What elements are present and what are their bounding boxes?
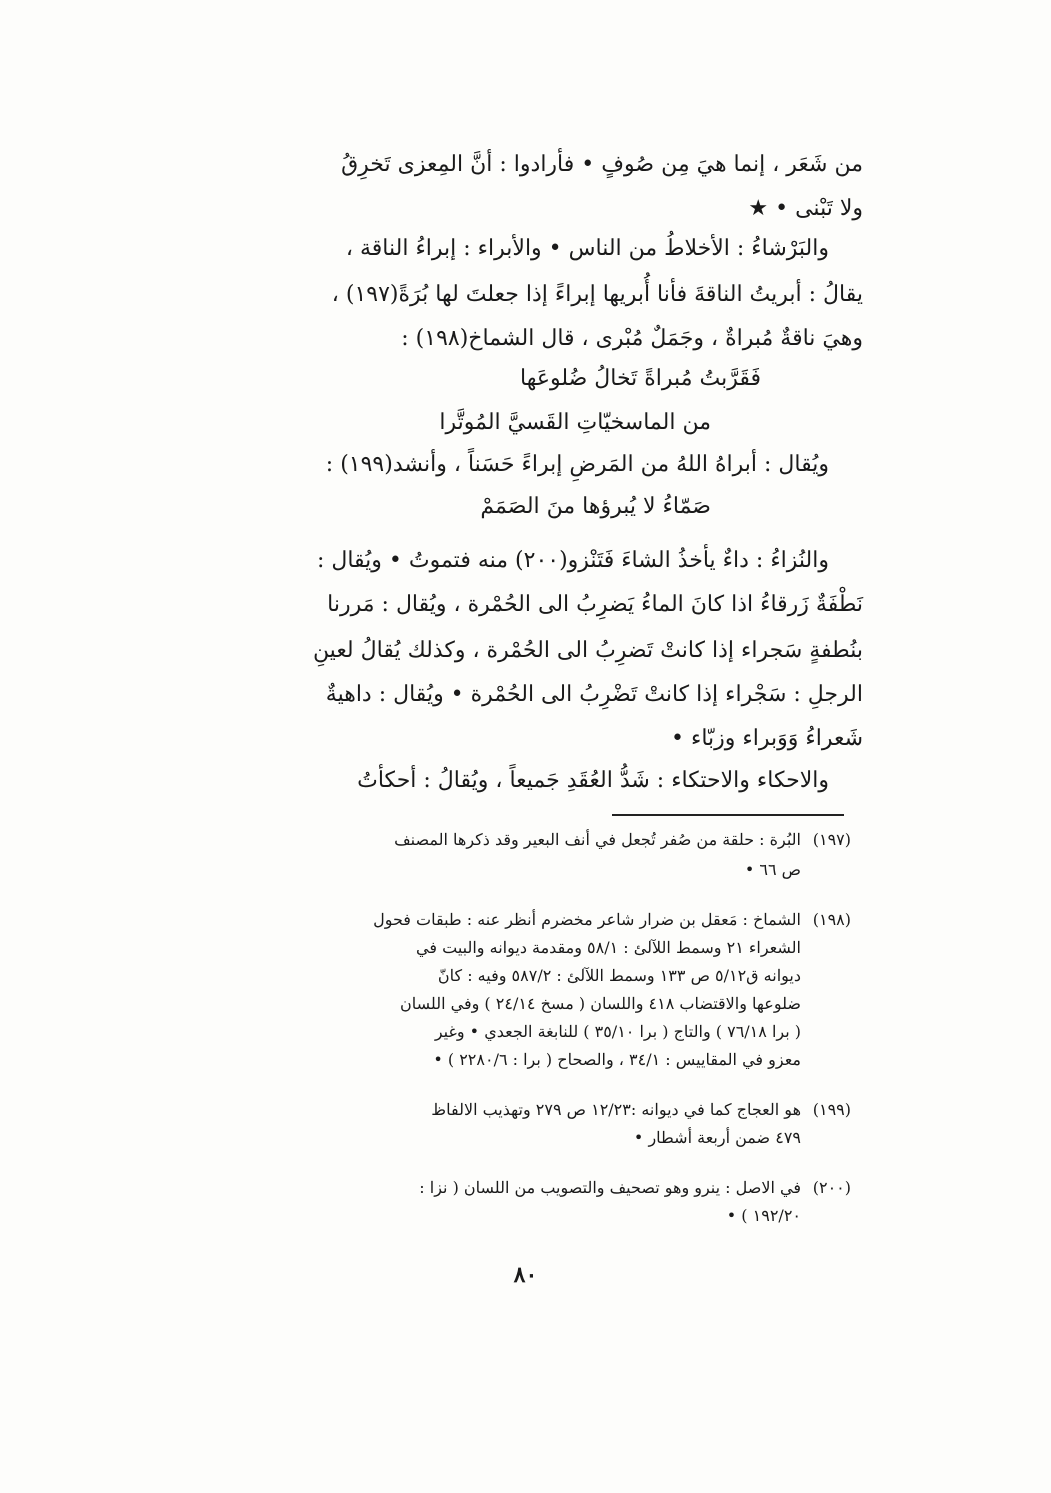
footnote-line: ( برا ٧٦/١٨ ) والتاج ( برا ٣٥/١٠ ) للنابغة الجعدي • وغير bbox=[434, 1022, 801, 1041]
footnote-number: (١٩٩) bbox=[812, 1100, 851, 1119]
footnote-line: ١٩٢/٢٠ ) • bbox=[726, 1206, 801, 1225]
text-line: من شَعَر ، إنما هيَ مِن صُوفٍ • فأرادوا : أنَّ المِعزى تَخرِقُ bbox=[341, 152, 863, 177]
footnote-line: ضلوعها والاقتضاب ٤١٨ واللسان ( مسخ ٢٤/١٤ ) وفي اللسان bbox=[400, 994, 801, 1013]
footnote-line: معزو في المقاييس : ٣٤/١ ، والصحاح ( برا : ٢٢٨٠/٦ ) • bbox=[433, 1050, 801, 1069]
text-line: ويُقال : أبراهُ اللهُ من المَرضِ إبراءً حَسَناً ، وأنشد(١٩٩) : bbox=[325, 452, 829, 477]
text-line: بنُطفةٍ سَجراء إذا كانتْ تَضرِبُ الى الحُمْرة ، وكذلك يُقالُ لعينِ bbox=[312, 638, 863, 663]
text-line: شَعراءُ وَوَبراء وزبّاء • bbox=[671, 726, 863, 751]
footnote-line: ٤٧٩ ضمن أربعة أشطار • bbox=[633, 1128, 801, 1147]
footnote-line: هو العجاج كما في ديوانه :١٢/٢٣ ص ٢٧٩ وتهذيب الالفاظ bbox=[431, 1100, 801, 1119]
footnote-line: البُرة : حلقة من صُفر تُجعل في أنف البعير وقد ذكرها المصنف bbox=[394, 830, 801, 849]
text-line: ولا تَبْنى • ★ bbox=[748, 196, 863, 221]
verse-line: من الماسخيّاتِ القَسيَّ المُوتَّرا bbox=[439, 410, 711, 435]
text-line: وهيَ ناقةٌ مُبراةٌ ، وجَمَلٌ مُبْرى ، قال الشماخ(١٩٨) : bbox=[401, 326, 863, 351]
footnote-line: ديوانه ق٥/١٢ ص ١٣٣ وسمط اللآلئ : ٥٨٧/٢ وفيه : كانّ bbox=[437, 966, 801, 985]
text-line: والاحكاء والاحتكاء : شَدُّ العُقَدِ جَميعاً ، ويُقالُ : أحكأتُ bbox=[357, 768, 829, 793]
footnote-line: في الاصل : ينرو وهو تصحيف والتصويب من اللسان ( نزا : bbox=[419, 1178, 801, 1197]
footnote-line: الشعراء ٢١ وسمط اللآلئ : ٥٨/١ ومقدمة ديوانه والبيت في bbox=[416, 938, 801, 957]
footnote-separator bbox=[612, 814, 844, 816]
text-line: والبَرْشاءُ : الأخلاطُ من الناس • والأبراء : إبراءُ الناقة ، bbox=[345, 236, 829, 261]
text-line: يقالُ : أبريتُ الناقةَ فأنا أُبريها إبراءً إذا جعلتَ لها بُرَةً(١٩٧) ، bbox=[331, 282, 863, 307]
text-line: الرجلِ : سَجْراء إذا كانتْ تَضْرِبُ الى الحُمْرة • ويُقال : داهيةٌ bbox=[325, 682, 863, 707]
footnote-number: (١٩٨) bbox=[812, 910, 851, 929]
footnote-number: (٢٠٠) bbox=[812, 1178, 851, 1197]
page-number: ٨٠ bbox=[513, 1262, 538, 1288]
footnote-number: (١٩٧) bbox=[812, 830, 851, 849]
verse-line: صَمّاءُ لا يُبرؤها منَ الصَمَمْ bbox=[480, 494, 711, 519]
text-line: والنُزاءُ : داءٌ يأخذُ الشاءَ فَتَنْزو(٢٠٠) منه فتموتُ • ويُقال : bbox=[316, 548, 829, 573]
text-line: نَطْفَةٌ زَرقاءُ اذا كانَ الماءُ يَضرِبُ الى الحُمْرة ، ويُقال : مَررنا bbox=[327, 592, 863, 617]
footnote-line: ص ٦٦ • bbox=[744, 860, 801, 879]
verse-line: فَقَرَّبتُ مُبراةً تَخالُ ضُلوعَها bbox=[519, 366, 761, 391]
footnote-line: الشماخ : مَعقل بن ضرار شاعر مخضرم أنظر عنه : طبقات فحول bbox=[373, 910, 801, 929]
